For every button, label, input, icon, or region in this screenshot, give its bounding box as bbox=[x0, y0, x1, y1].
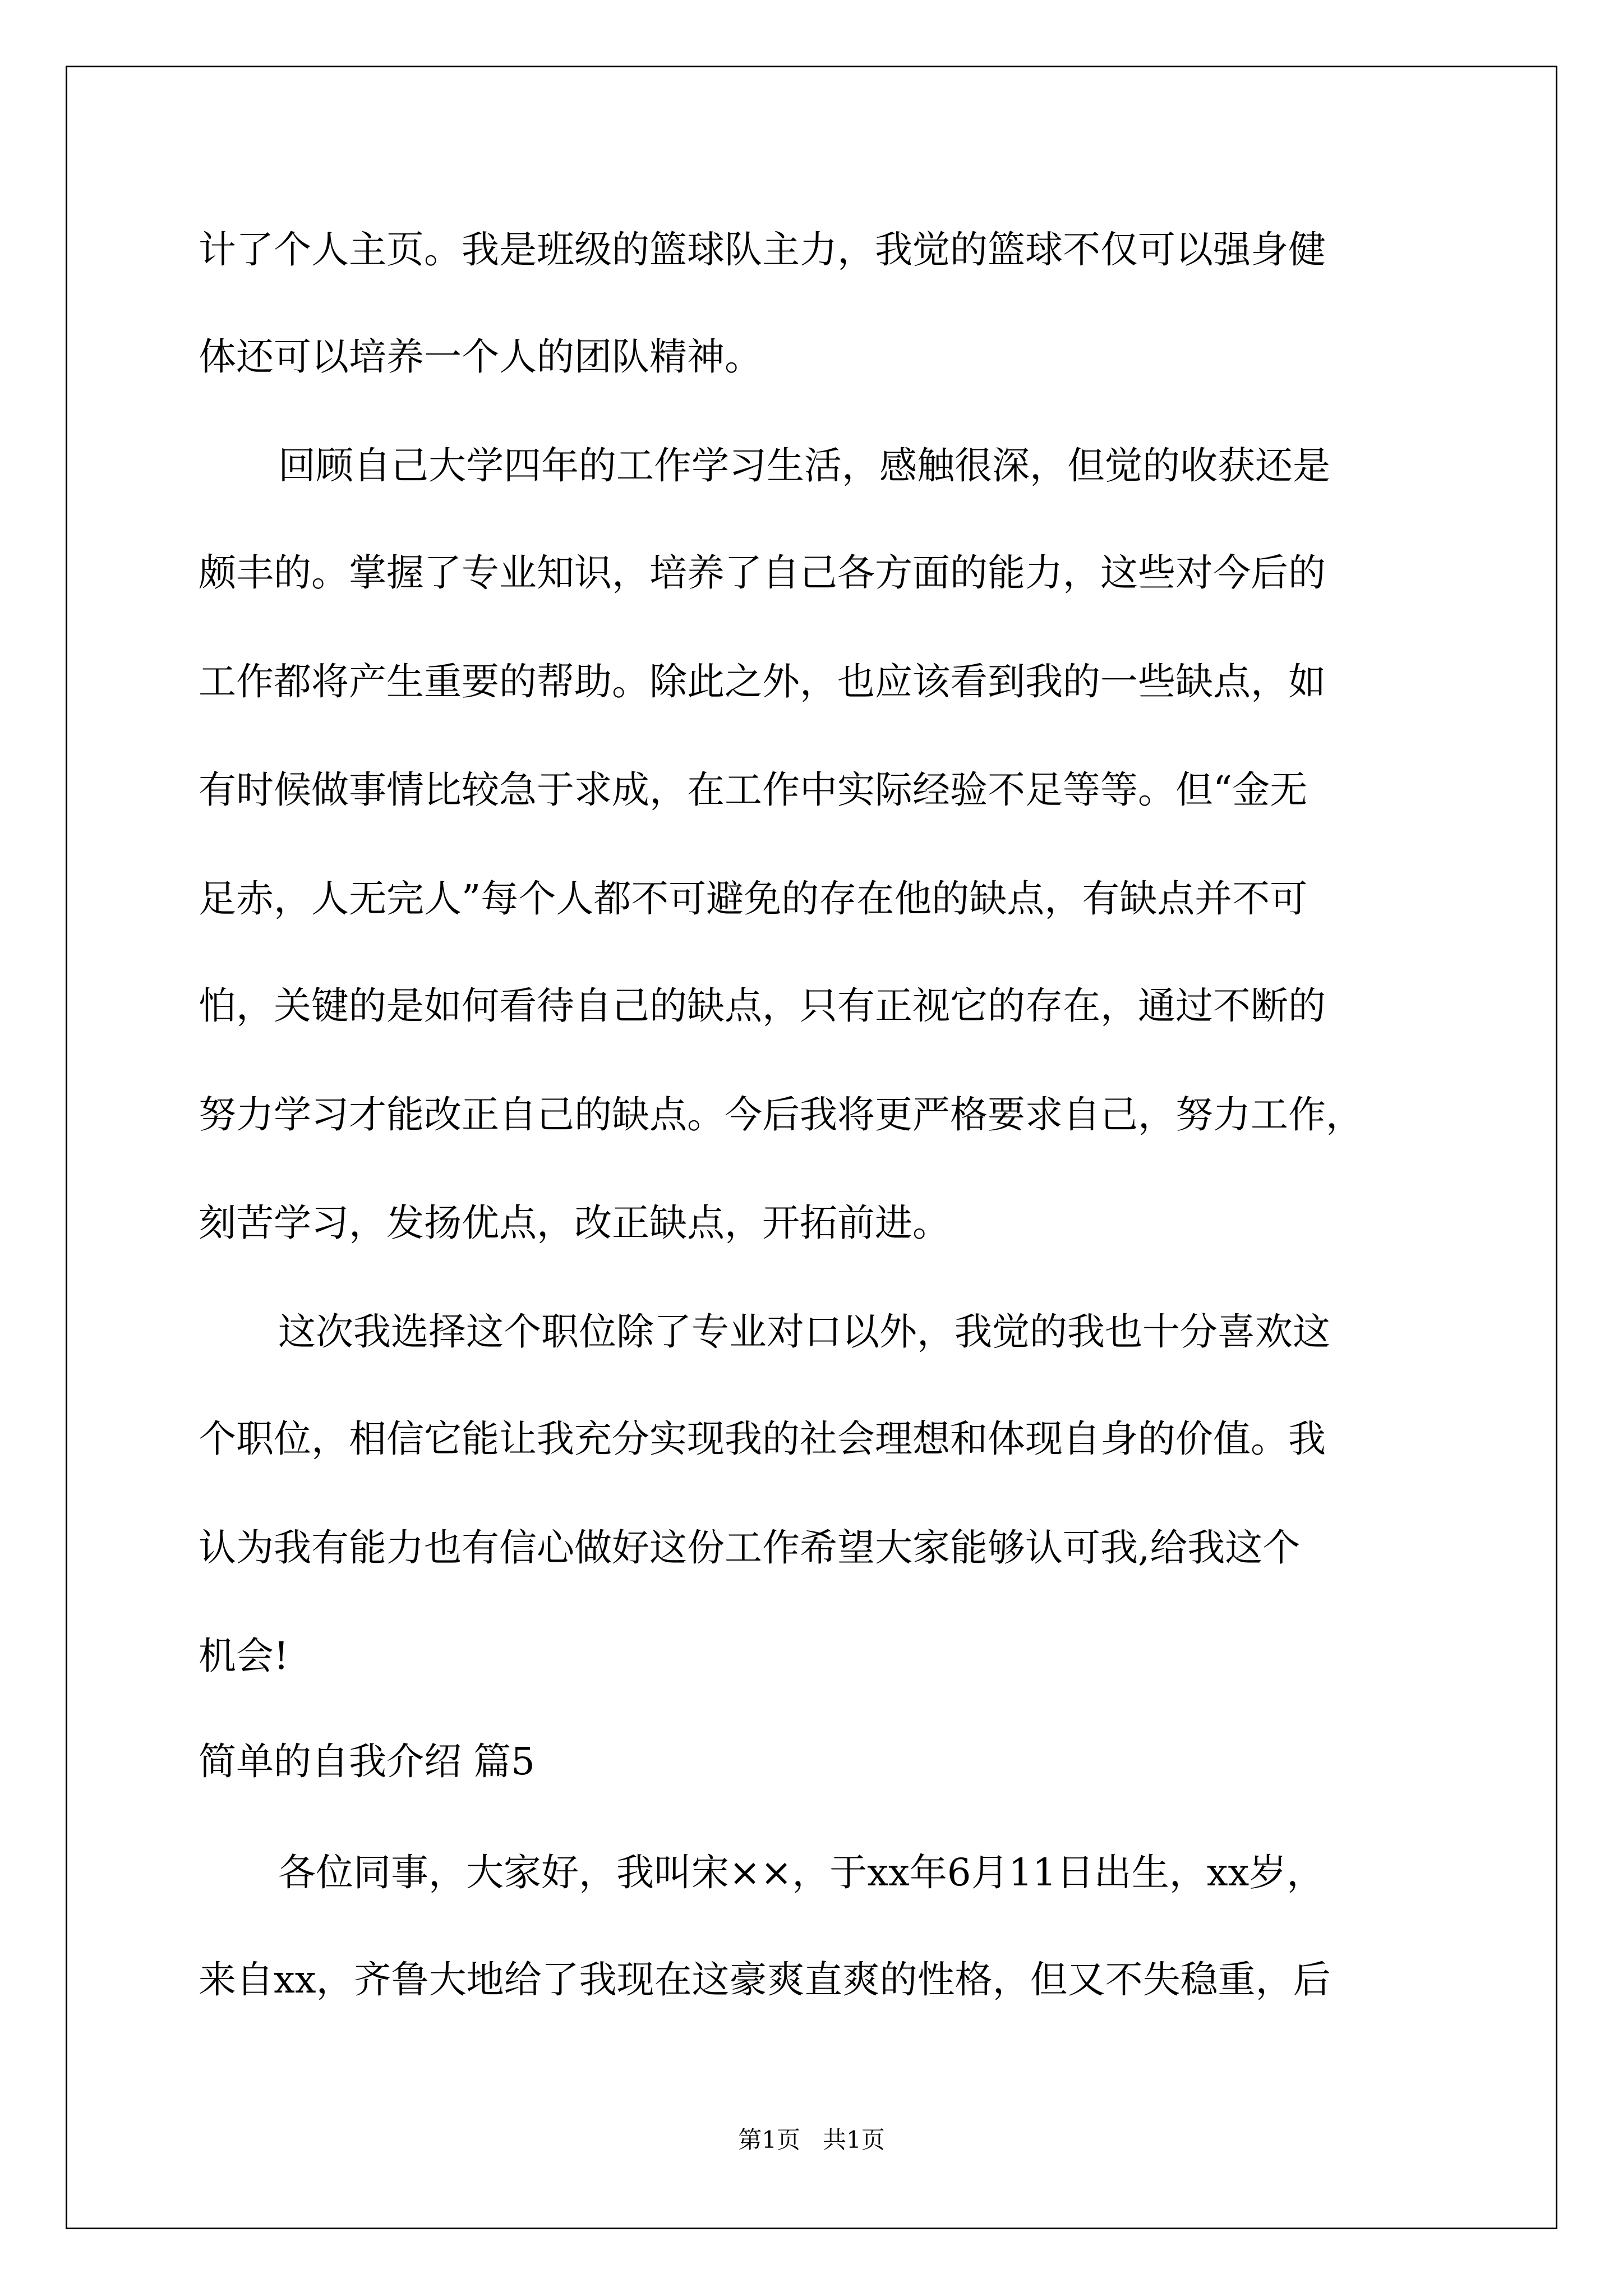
text-line: 足赤，人无完人”每个人都不可避免的存在他的缺点，有缺点并不可 bbox=[199, 877, 1308, 921]
paragraph-start-line: 这次我选择这个职位除了专业对口以外，我觉的我也十分喜欢这 bbox=[278, 1310, 1330, 1354]
text-line: 认为我有能力也有信心做好这份工作希望大家能够认可我,给我这个 bbox=[199, 1526, 1301, 1570]
text-line: 计了个人主页。我是班级的篮球队主力，我觉的篮球不仅可以强身健 bbox=[199, 228, 1326, 272]
text-line: 体还可以培养一个人的团队精神。 bbox=[199, 335, 762, 379]
text-line: 工作都将产生重要的帮助。除此之外，也应该看到我的一些缺点，如 bbox=[199, 660, 1326, 703]
text-line: 怕，关键的是如何看待自己的缺点，只有正视它的存在，通过不断的 bbox=[199, 984, 1326, 1028]
text-line: 努力学习才能改正自己的缺点。今后我将更严格要求自己，努力工作， bbox=[199, 1093, 1363, 1137]
text-line: 刻苦学习，发扬优点，改正缺点，开拓前进。 bbox=[199, 1201, 950, 1245]
text-line: 机会! bbox=[199, 1634, 289, 1678]
text-line: 有时候做事情比较急于求成，在工作中实际经验不足等等。但“金无 bbox=[199, 768, 1308, 812]
text-line: 来自xx，齐鲁大地给了我现在这豪爽直爽的性格，但又不失稳重，后 bbox=[199, 1958, 1331, 2001]
text-line: 颇丰的。掌握了专业知识，培养了自己各方面的能力，这些对今后的 bbox=[199, 551, 1326, 595]
section-heading: 简单的自我介绍 篇5 bbox=[199, 1740, 535, 1783]
page-footer: 第1页 共1页 bbox=[738, 2126, 885, 2154]
paragraph-start-line: 各位同事，大家好，我叫宋××，于xx年6月11日出生，xx岁， bbox=[278, 1851, 1325, 1894]
paragraph-start-line: 回顾自己大学四年的工作学习生活，感触很深，但觉的收获还是 bbox=[278, 444, 1330, 487]
text-line: 个职位，相信它能让我充分实现我的社会理想和体现自身的价值。我 bbox=[199, 1417, 1326, 1461]
